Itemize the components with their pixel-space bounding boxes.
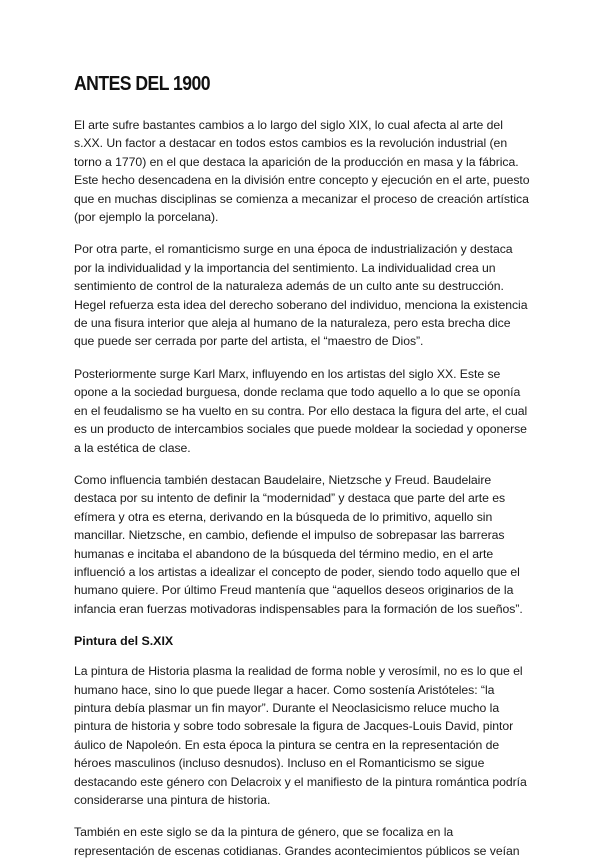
paragraph-industrial-revolution: El arte sufre bastantes cambios a lo largo del siglo XIX, lo cual afecta al arte del s.XX. Un factor a destacar en todos estos cambios es la revolución industrial (en torno a 1770) en el que destaca la aparición de la producción en masa y la fábrica. Este hecho desencadena en la división entre concepto y ejecución en el arte, puesto que en muchas disciplinas se comienza a mecanizar el proceso de creación artística (por ejemplo la porcelana). — [74, 118, 530, 225]
paragraph-genre-painting: También en este siglo se da la pintura de género, que se focaliza en la representación de escenas cotidianas. Grandes acontecimientos públicos se veían — [74, 825, 520, 858]
paragraph-history-painting: La pintura de Historia plasma la realidad de forma noble y verosímil, no es lo que el humano hace, sino lo que puede llegar a hacer. Como sostenía Aristóteles: “la pintura debía plasmar un fin mayor”. Durante el Neoclasicismo reluce mucho la pintura de historia y sobre todo sobresale la figura de Jacques-Louis David, pintor áulico de Napoleón. En esta época la pintura se centra en la representación de héroes masculinos (incluso desnudos). Incluso en el Romanticismo se sigue destacando este género con Delacroix y el manifiesto de la pintura romántica podría considerarse una pintura de historia. — [74, 664, 527, 807]
section-heading: Pintura del S.XIX — [74, 634, 174, 649]
paragraph-karl-marx: Posteriormente surge Karl Marx, influyendo en los artistas del siglo XX. Este se opone a la sociedad burguesa, donde reclama que todo aquello a lo que se oponía en el feudalismo se ha vuelto en su contra. Por ello destaca la figura del arte, el cual es un producto de intercambios sociales que puede moldear la sociedad y oponerse a la estética de clase. — [74, 366, 528, 455]
document-page — [74, 72, 530, 860]
paragraph-baudelaire-nietzsche-freud: Como influencia también destacan Baudelaire, Nietzsche y Freud. Baudelaire destaca por su intento de definir la “modernidad” y destaca que parte del arte es efímera y otra es eterna, derivando en la búsqueda de lo primitivo, aquello sin mancillar. Nietzsche, en cambio, defiende el impulso de sobrepasar las barreras humanas e incitaba el abandono de la búsqueda del término medio, en el arte influenció a los artistas a idealizar el concepto de poder, siendo todo aquello que el humano quiere. Por último Freud mantenía que “aquellos deseos originarios de la infancia eran fuerzas motivadoras indispensables para la formación de los sueños”. — [74, 472, 523, 616]
paragraph-romanticism: Por otra parte, el romanticismo surge en una época de industrialización y destaca por la individualidad y la importancia del sentimiento. La individualidad crea un sentimiento de control de la naturaleza además de un culto ante su destrucción. Hegel refuerza esta idea del derecho soberano del individuo, menciona la existencia de una fisura interior que aleja al humano de la naturaleza, pero esta brecha dice que puede ser cerrada por parte del artista, el “maestro de Dios”. — [74, 242, 528, 349]
page-title: ANTES DEL 1900 — [74, 73, 211, 95]
